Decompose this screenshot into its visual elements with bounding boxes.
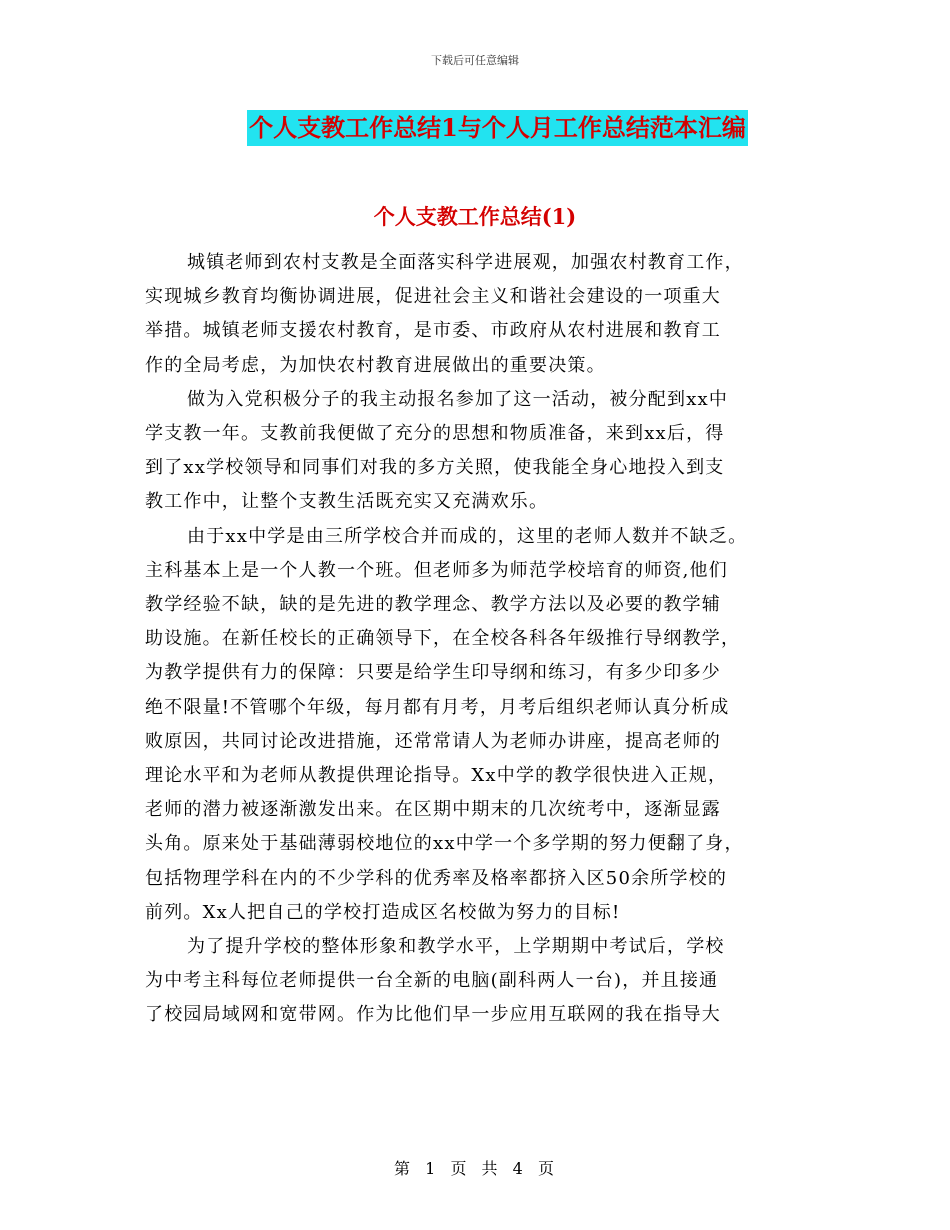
header-note: 下载后可任意编辑	[431, 54, 519, 67]
text-line: 败原因，共同讨论改进措施，还常常请人为老师办讲座，提高老师的	[145, 730, 721, 752]
body-text	[145, 246, 825, 1033]
text-line: 作的全局考虑，为加快农村教育进展做出的重要决策。	[145, 354, 606, 376]
footer-page-word: 页	[450, 1159, 469, 1178]
text-line: 由于xx中学是由三所学校合并而成的，这里的老师人数并不缺乏。	[187, 525, 748, 547]
document-title: 个人支教工作总结1与个人月工作总结范本汇编	[247, 110, 748, 146]
footer-prefix: 第	[394, 1159, 413, 1178]
paragraph	[145, 930, 825, 1033]
text-line: 理论水平和为老师从教提供理论指导。Xx中学的教学很快进入正规，	[145, 765, 728, 787]
text-line: 举措。城镇老师支援农村教育，是市委、市政府从农村进展和教育工	[145, 320, 721, 342]
text-line: 头角。原来处于基础薄弱校地位的xx中学一个多学期的努力便翻了身，	[145, 833, 744, 855]
text-line: 为教学提供有力的保障：只要是给学生印导纲和练习，有多少印多少	[145, 662, 721, 684]
text-line: 教工作中，让整个支教生活既充实又充满欢乐。	[145, 491, 549, 513]
footer-suffix: 页	[537, 1159, 556, 1178]
text-line: 城镇老师到农村支教是全面落实科学进展观，加强农村教育工作，	[187, 252, 744, 273]
text-line: 助设施。在新任校长的正确领导下，在全校各科各年级推行导纲教学，	[145, 628, 741, 650]
paragraph	[145, 383, 825, 520]
paragraph	[145, 520, 825, 930]
text-line: 绝不限量!不管哪个年级，每月都有月考，月考后组织老师认真分析成	[145, 696, 730, 718]
text-line: 实现城乡教育均衡协调进展，促进社会主义和谐社会建设的一项重大	[145, 286, 721, 308]
text-line: 了校园局域网和宽带网。作为比他们早一步应用互联网的我在指导大	[145, 1004, 721, 1026]
current-page-number: 1	[425, 1159, 438, 1178]
text-line: 前列。Xx人把自己的学校打造成区名校做为努力的目标!	[145, 901, 621, 923]
text-line: 主科基本上是一个人教一个班。但老师多为师范学校培育的师资,他们	[145, 559, 728, 581]
text-line: 包括物理学科在内的不少学科的优秀率及格率都挤入区50余所学校的	[145, 867, 728, 889]
text-line: 学支教一年。支教前我便做了充分的思想和物质准备，来到xx后，得	[145, 423, 725, 445]
text-line: 做为入党积极分子的我主动报名参加了这一活动，被分配到xx中	[187, 388, 729, 410]
section-title: 个人支教工作总结(1)	[373, 204, 577, 229]
text-line: 老师的潜力被逐渐激发出来。在区期中期末的几次统考中，逐渐显露	[145, 799, 721, 821]
text-line: 到了xx学校领导和同事们对我的多方关照，使我能全身心地投入到支	[145, 457, 725, 479]
page-footer	[0, 1156, 950, 1179]
footer-total-word: 共	[481, 1159, 500, 1178]
text-line: 教学经验不缺，缺的是先进的教学理念、教学方法以及必要的教学辅	[145, 594, 721, 616]
text-line: 为了提升学校的整体形象和教学水平，上学期期中考试后，学校	[187, 936, 725, 958]
document-title-wrap	[0, 110, 950, 146]
paragraph	[145, 246, 825, 383]
total-pages-number: 4	[512, 1159, 525, 1178]
text-line: 为中考主科每位老师提供一台全新的电脑(副科两人一台)，并且接通	[145, 970, 719, 992]
